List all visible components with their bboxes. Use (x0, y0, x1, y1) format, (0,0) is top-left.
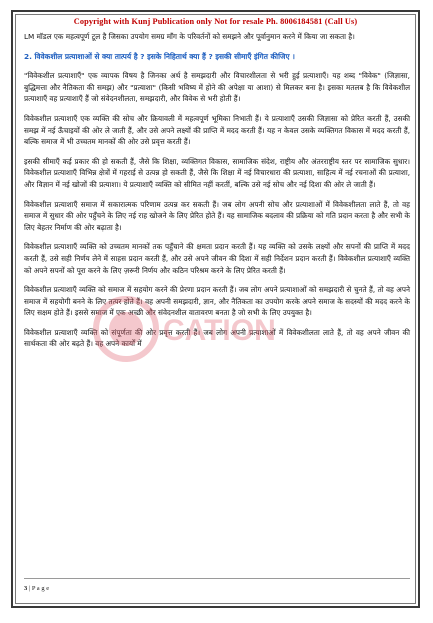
footer-separator: | (27, 585, 32, 592)
body-paragraph: "विवेकशील प्रत्याशाएँ" एक व्यापक विषय है जिनका अर्थ है समझदारी और विचारशीलता से भरी हुई प्रत्याशाएँ। यह शब्द "विवेक" (जिज्ञासा, बुद्धिमत्ता और नैतिकता की समझ) और "प्रत्याशा" (किसी भविष्य में होने की अपेक्षा या आशा) से मिलकर बना है। इसका मतलब है कि विवेकशील प्रत्याशाएँ वह प्रत्याशाएँ हैं जो संवेदनशीलता, समझदारी, और विवेक से भरी होती हैं। (24, 71, 410, 104)
body-paragraph: विवेकशील प्रत्याशाएँ एक व्यक्ति की सोच और क्रियावली में महत्वपूर्ण भूमिका निभाती हैं। ये प्रत्याशाएँ उसकी जिज्ञासा को प्रेरित करती हैं, उसकी समझ में नई ऊँचाइयों की ओर ले जाती हैं, और उसे अपने लक्ष्यों की प्राप्ति में मदद करती हैं। यह न केवल उसके व्यक्तिगत विकास में मदद करती हैं, बल्कि समाज में भी उच्चतम मानकों की ओर उसे प्रवृत्त करती हैं। (24, 113, 410, 147)
body-paragraph: विवेकशील प्रत्याशाएँ समाज में सकारात्मक परिणाम उत्पन्न कर सकती हैं। जब लोग अपनी सोच और प्रत्याशाओं में विवेकशीलता लाते हैं, तो वह समाज में सुधार की ओर पहुँचने के लिए नई राह खोजने के लिए प्रेरित होते हैं। यह सामाजिक बदलाव की प्रक्रिया को गति प्रदान करता है और सभी के लिए बेहतर निर्माण की ओर बढ़ाता है। (24, 199, 410, 232)
intro-paragraph: LM मॉडल एक महत्वपूर्ण टूल है जिसका उपयोग समग्र माँग के परिवर्तनों को समझने और पूर्वानुमान करने में किया जा सकता है। (24, 32, 355, 41)
svg-text:CATION: CATION (163, 314, 276, 347)
body-paragraph: इसकी सीमाएँ कई प्रकार की हो सकती हैं, जैसे कि शिक्षा, व्यक्तिगत विकास, सामाजिक संदेश, राष्ट्रीय और अंतरराष्ट्रीय स्तर पर सामाजिक सुधार। विवेकशील प्रत्याशाएँ विभिन्न क्षेत्रों में गहराई से उत्पन्न हो सकती हैं, जैसे कि शिक्षा में नई विचारधारा की प्रत्याशा, साहित्य में नई रचनाओं की प्रत्याशा, और विज्ञान में नई खोजों की प्रत्याशा। ये प्रत्याशाएँ व्यक्ति को सीमित नहीं करतीं, बल्कि उसे नई सोच और नई दिशा की ओर ले जाती हैं। (24, 156, 410, 189)
question-heading: 2. विवेकशील प्रत्याशाओं से क्या तात्पर्य है ? इसके निहितार्थ क्या हैं ? इसकी सीमाएँ इंगित कीजिए । (24, 51, 295, 61)
body-paragraph: विवेकशील प्रत्याशाएँ व्यक्ति को समाज में सहयोग करने की प्रेरणा प्रदान करती हैं। जब लोग अपने प्रत्याशाओं को समझदारी से चुनते हैं, तो वह अपने समाज में सहयोगी बनने के लिए तत्पर होते हैं। वह अपनी समझदारी, ज्ञान, और नैतिकता का उपयोग करके अपने समाज के सदस्यों की मदद करने के लिए सक्षम होते हैं। इससे समाज में एक अच्छी और संवेदनशील वातावरण बनता है जो सभी के लिए उपयुक्त है। (24, 285, 410, 318)
page-footer (24, 585, 410, 592)
page-content (24, 31, 410, 358)
body-paragraph: विवेकशील प्रत्याशाएँ व्यक्ति को उच्चतम मानकों तक पहुँचाने की क्षमता प्रदान करती हैं। यह व्यक्ति को उसके लक्ष्यों और सपनों की प्राप्ति में मदद करती हैं, उसे सही निर्णय लेने में साहस प्रदान करती हैं, और उसे अपने जीवन की दिशा में सही निर्देशन प्रदान करती हैं। विवेकशील प्रत्याशाएँ व्यक्ति को अपने सपनों को पूरा करने के लिए ज़रूरी निर्णय और कठिन परिश्रम करने के लिए प्रेरित करती हैं। (24, 242, 410, 275)
copyright-header: Copyright with Kunj Publication only Not for resale Ph. 8006184581 (Call Us) (73, 17, 358, 26)
body-paragraph: विवेकशील प्रत्याशाएँ व्यक्ति को संपूर्णता की ओर प्रवृत्त करती हैं। जब लोग अपनी प्रत्याशाओं में विवेकशीलता लाते हैं, तो वह अपने जीवन की सार्थकता की ओर बढ़ते हैं। वह अपने कार्यों में (24, 327, 410, 349)
page-frame (11, 10, 420, 608)
footer-divider (24, 578, 410, 579)
page-label: P a g e (31, 585, 50, 592)
page-number: 3 (24, 585, 28, 592)
